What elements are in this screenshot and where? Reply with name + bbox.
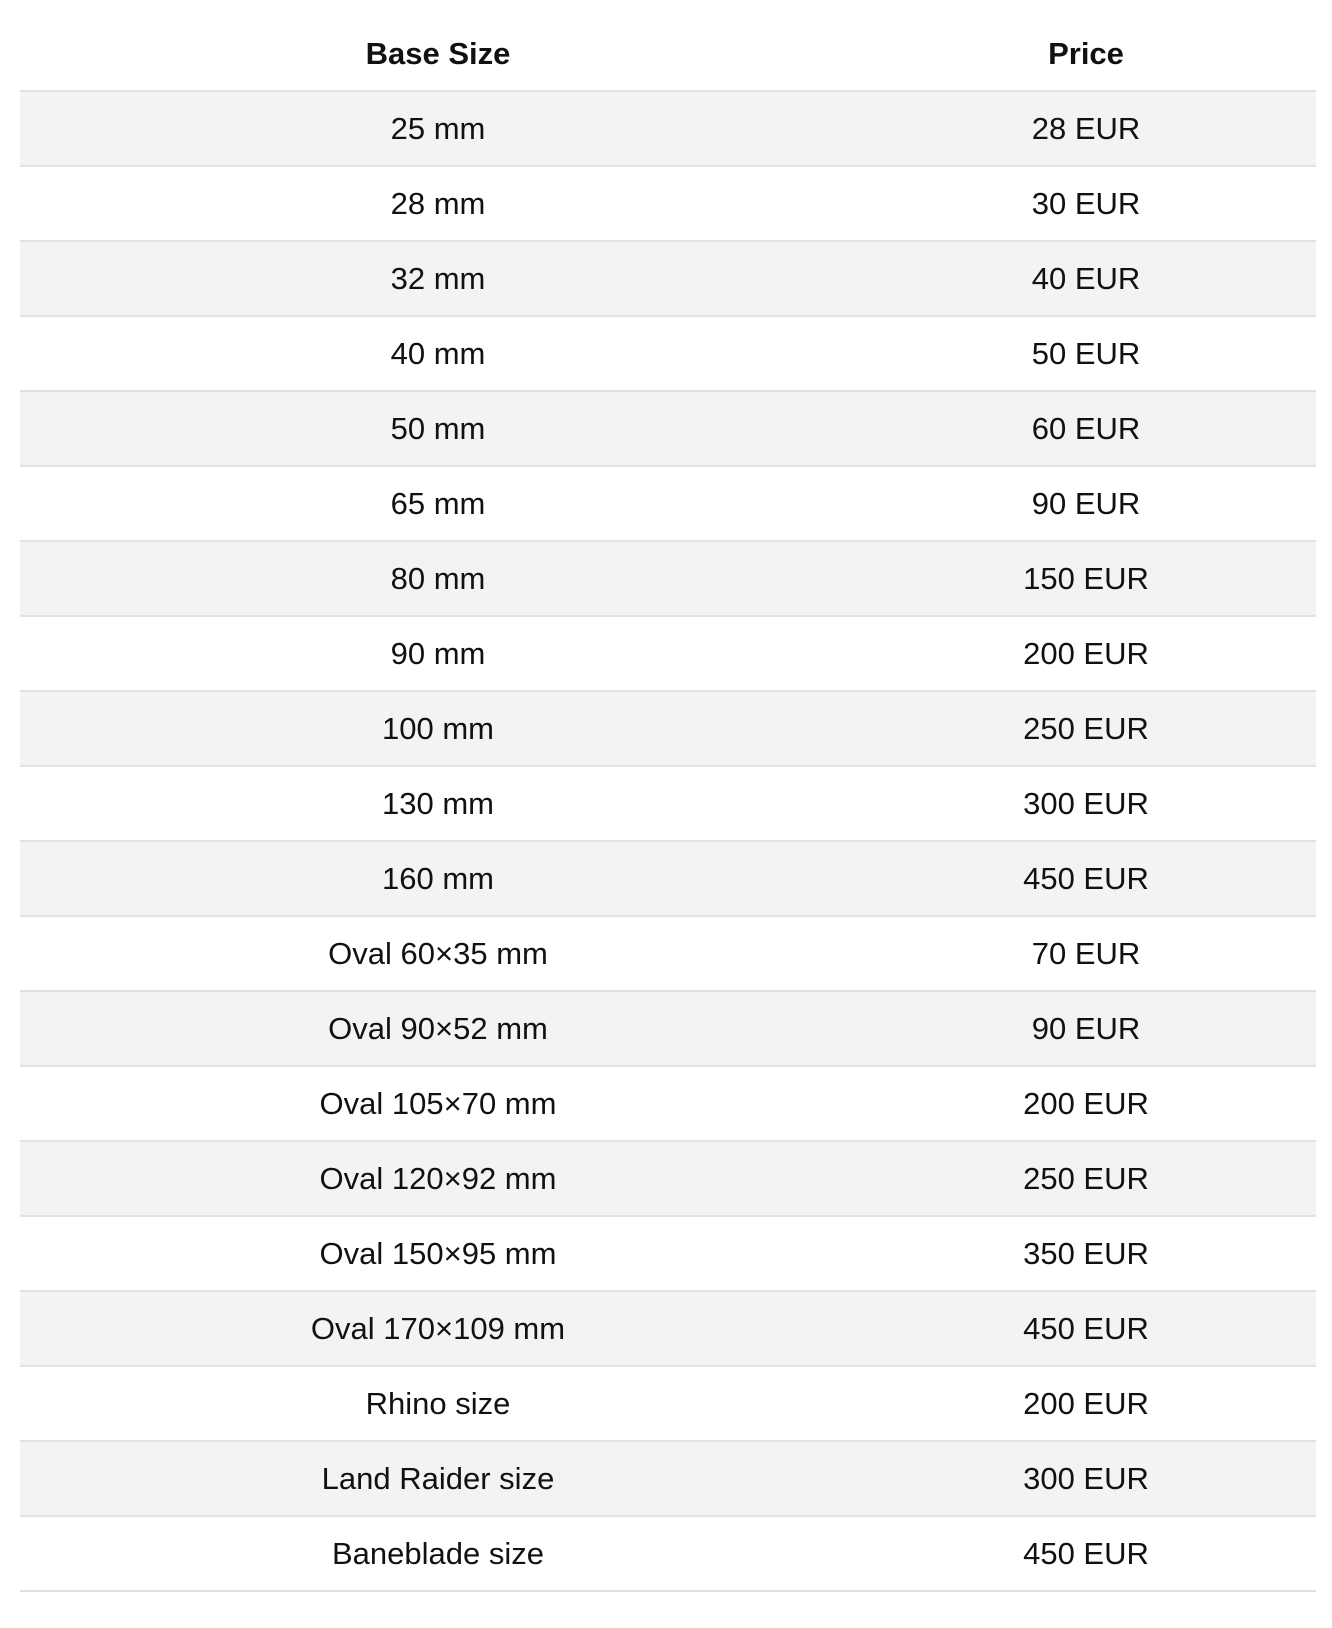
cell-base-size: 100 mm: [382, 711, 494, 746]
table-row: [20, 467, 1316, 542]
cell-price: 30 EUR: [1031, 186, 1141, 221]
table-header-row: [20, 17, 1316, 92]
cell-price: 300 EUR: [1023, 1461, 1149, 1496]
header-base-size: Base Size: [365, 36, 511, 71]
table-row: [20, 692, 1316, 767]
cell-price: 200 EUR: [1023, 636, 1149, 671]
table-row: [20, 1292, 1316, 1367]
header-price: Price: [1048, 36, 1124, 71]
cell-base-size: Rhino size: [365, 1386, 511, 1421]
table-row: [20, 392, 1316, 467]
table-row: [20, 1367, 1316, 1442]
table-body: [20, 92, 1316, 1592]
cell-price: 250 EUR: [1023, 711, 1149, 746]
cell-base-size: Oval 60×35 mm: [328, 936, 548, 971]
cell-price: 300 EUR: [1023, 786, 1149, 821]
cell-base-size: 65 mm: [390, 486, 486, 521]
cell-price: 200 EUR: [1023, 1086, 1149, 1121]
table-row: [20, 542, 1316, 617]
cell-base-size: 80 mm: [390, 561, 486, 596]
cell-base-size: 130 mm: [382, 786, 494, 821]
cell-price: 60 EUR: [1031, 411, 1141, 446]
table-row: [20, 242, 1316, 317]
cell-base-size: 50 mm: [390, 411, 486, 446]
cell-price: 90 EUR: [1031, 486, 1141, 521]
cell-base-size: 25 mm: [390, 111, 486, 146]
table-row: [20, 1442, 1316, 1517]
cell-price: 200 EUR: [1023, 1386, 1149, 1421]
cell-price: 450 EUR: [1023, 1311, 1149, 1346]
table-row: [20, 317, 1316, 392]
cell-base-size: Oval 170×109 mm: [310, 1311, 566, 1346]
table-row: [20, 992, 1316, 1067]
cell-base-size: Land Raider size: [321, 1461, 555, 1496]
cell-price: 250 EUR: [1023, 1161, 1149, 1196]
table-row: [20, 92, 1316, 167]
table-row: [20, 167, 1316, 242]
cell-base-size: 32 mm: [390, 261, 486, 296]
cell-price: 90 EUR: [1031, 1011, 1141, 1046]
table-row: [20, 917, 1316, 992]
table-row: [20, 617, 1316, 692]
cell-price: 350 EUR: [1023, 1236, 1149, 1271]
cell-price: 450 EUR: [1023, 861, 1149, 896]
cell-price: 150 EUR: [1023, 561, 1149, 596]
cell-base-size: Oval 150×95 mm: [319, 1236, 557, 1271]
cell-base-size: Baneblade size: [332, 1536, 544, 1571]
table-row: [20, 1142, 1316, 1217]
table-row: [20, 1067, 1316, 1142]
cell-base-size: 90 mm: [390, 636, 486, 671]
cell-price: 70 EUR: [1031, 936, 1141, 971]
table-row: [20, 1517, 1316, 1592]
cell-base-size: 160 mm: [382, 861, 494, 896]
table-row: [20, 767, 1316, 842]
cell-price: 50 EUR: [1031, 336, 1141, 371]
cell-base-size: Oval 90×52 mm: [328, 1011, 548, 1046]
cell-price: 28 EUR: [1031, 111, 1141, 146]
cell-base-size: Oval 120×92 mm: [319, 1161, 557, 1196]
cell-price: 40 EUR: [1031, 261, 1141, 296]
cell-base-size: 40 mm: [390, 336, 486, 371]
cell-base-size: 28 mm: [390, 186, 486, 221]
cell-price: 450 EUR: [1023, 1536, 1149, 1571]
table-row: [20, 1217, 1316, 1292]
cell-base-size: Oval 105×70 mm: [319, 1086, 557, 1121]
price-table: [20, 17, 1316, 1592]
table-row: [20, 842, 1316, 917]
